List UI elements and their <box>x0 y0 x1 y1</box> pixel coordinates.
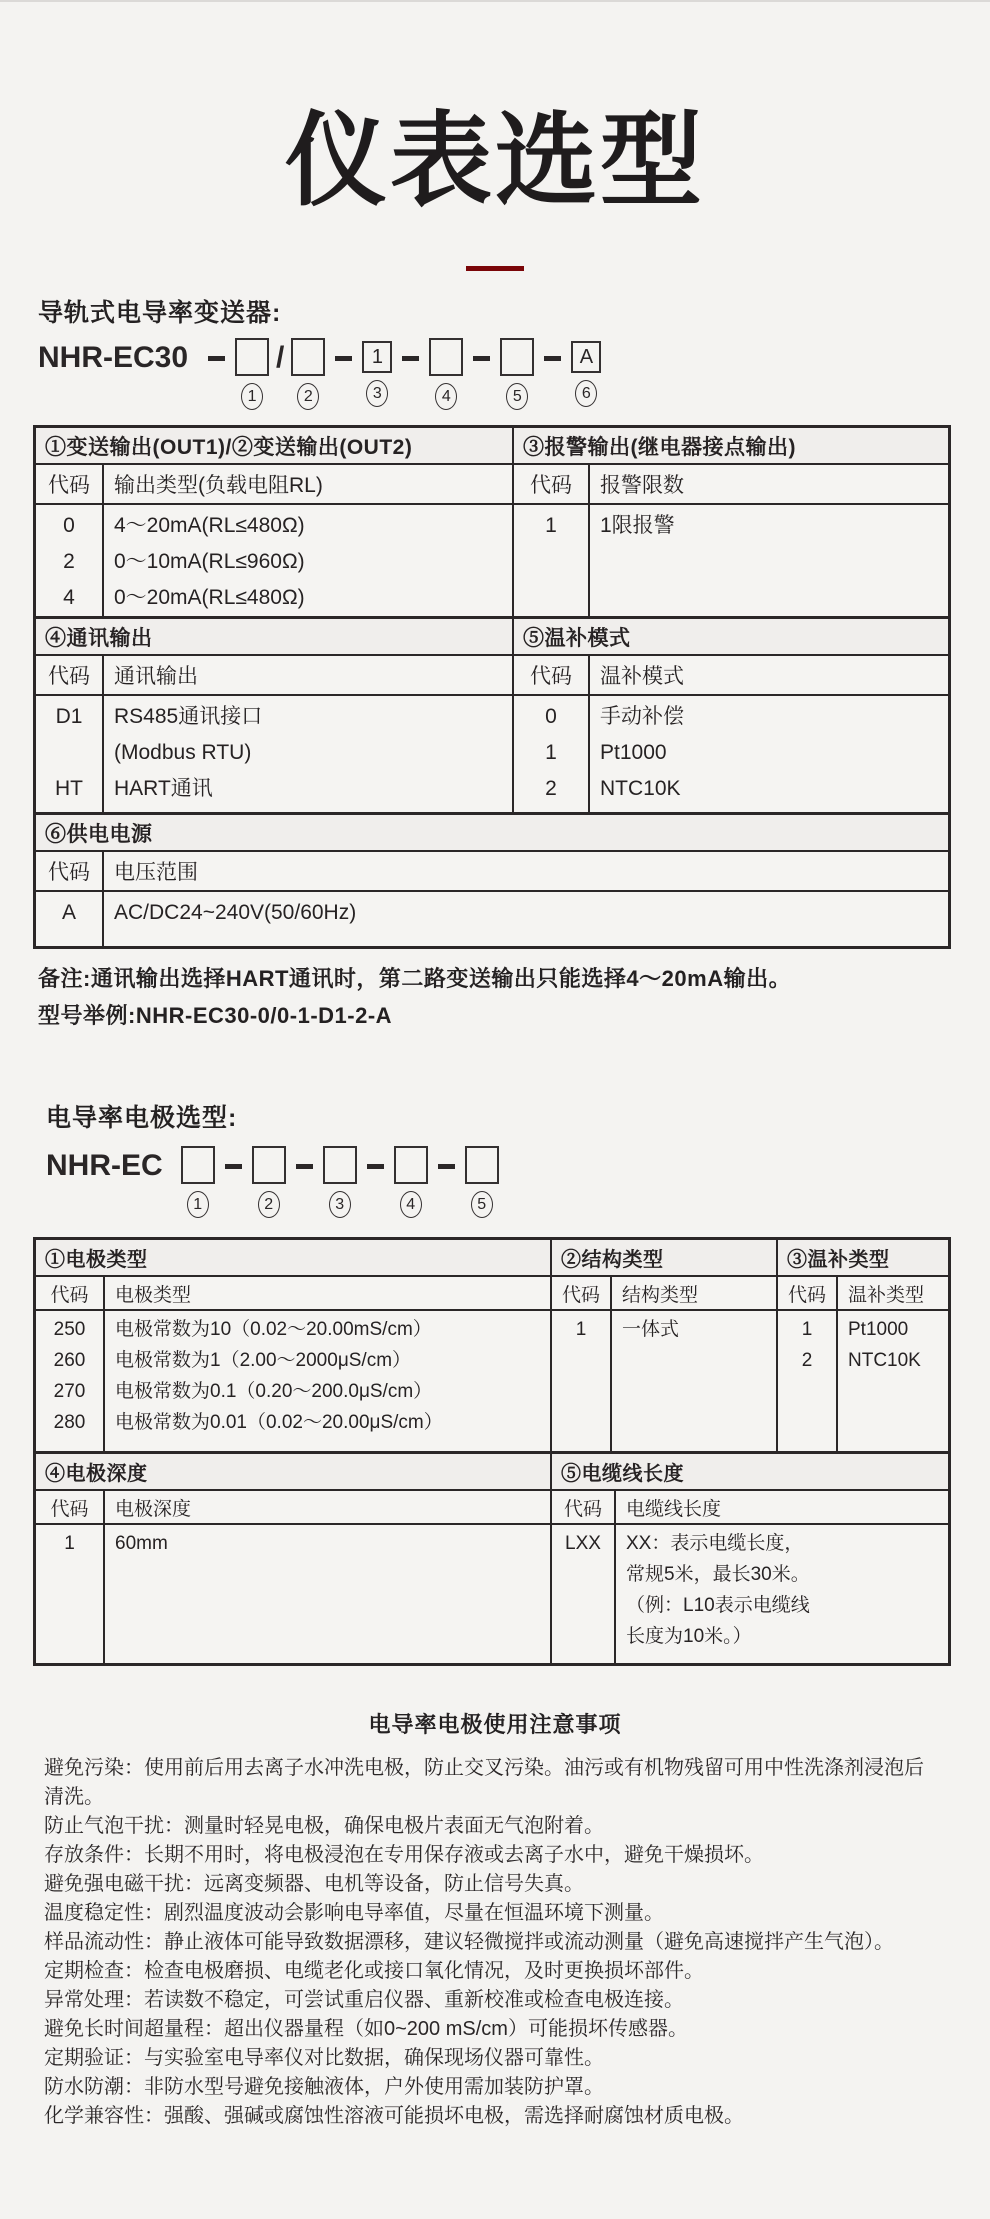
value-column-header: 电极类型 <box>115 1284 192 1306</box>
model-slot-1 <box>235 338 269 410</box>
code-cells <box>36 505 104 616</box>
precaution-item: 化学兼容性：强酸、强碱或腐蚀性溶液可能损坏电极，需选择耐腐蚀材质电极。 <box>44 2105 744 2127</box>
precaution-item: 避免污染：使用前后用去离子水冲洗电极，防止交叉污染。油污或有机物残留可用中性洗涤剂浸泡后清洗。 <box>44 1757 924 1808</box>
model-slot-2 <box>252 1146 286 1218</box>
value-column-header: 输出类型(负载电阻RL) <box>114 474 323 497</box>
model-slot-3 <box>323 1146 357 1218</box>
value-column-header: 温补模式 <box>600 665 684 688</box>
model-slot-2 <box>291 338 325 410</box>
column-headers <box>36 465 512 505</box>
model-slot-4 <box>429 338 463 410</box>
value-column-header: 电缆线长度 <box>626 1498 722 1520</box>
precautions-list <box>44 1754 928 2131</box>
transmitter-selection-table <box>33 425 951 949</box>
value-cell: （例：L10表示电缆线 <box>626 1595 810 1616</box>
slot-number-badge: 2 <box>258 1191 280 1218</box>
value-cell: 4～20mA(RL≤480Ω) <box>114 514 305 537</box>
model-slot-box: 1 <box>362 341 392 373</box>
precaution-item: 避免长时间超量程：超出仪器量程（如0~200 mS/cm）可能损坏传感器。 <box>44 2018 688 2040</box>
code-cells <box>552 1311 612 1451</box>
code-column-header: 代码 <box>552 1491 616 1523</box>
precaution-item: 避免强电磁干扰：远离变频器、电机等设备，防止信号失真。 <box>44 1873 584 1895</box>
code-cells <box>514 505 590 616</box>
code-cell: 2 <box>801 1350 813 1371</box>
dash-separator <box>438 1164 455 1169</box>
section-header: ⑤温补模式 <box>514 619 948 656</box>
value-cell: 电极常数为10（0.02～20.00mS/cm） <box>115 1319 432 1340</box>
code-cell: 1 <box>575 1319 587 1340</box>
dash-separator <box>367 1164 384 1169</box>
table-row-power <box>36 812 948 946</box>
value-cells <box>104 505 512 616</box>
value-cell: AC/DC24~240V(50/60Hz) <box>114 901 357 924</box>
electrode-heading: 电导率电极选型: <box>46 1104 238 1132</box>
model-slot-box <box>291 338 325 376</box>
value-cell: 0～10mA(RL≤960Ω) <box>114 550 305 573</box>
value-cell: Pt1000 <box>600 741 667 764</box>
slot-number-badge: 2 <box>297 383 319 410</box>
code-cell: 0 <box>63 514 75 537</box>
slot-number-badge: 3 <box>366 380 388 407</box>
section-body <box>36 696 512 812</box>
column-headers <box>36 656 512 696</box>
section-body <box>552 1311 776 1451</box>
section-electrode-type <box>36 1240 550 1451</box>
value-column-header: 电压范围 <box>114 861 198 884</box>
precaution-item: 样品流动性：静止液体可能导致数据漂移，建议轻微搅拌或流动测量（避免高速搅拌产生气泡）。 <box>44 1931 894 1953</box>
column-headers <box>36 1277 550 1311</box>
model-slot-box <box>500 338 534 376</box>
value-cell: NTC10K <box>848 1350 921 1371</box>
model-example-line: 型号举例:NHR-EC30-0/0-1-D1-2-A <box>38 1003 393 1028</box>
slot-number-badge: 1 <box>187 1191 209 1218</box>
precaution-item: 定期检查：检查电极磨损、电缆老化或接口氧化情况，及时更换损坏部件。 <box>44 1960 704 1982</box>
value-cells <box>590 505 948 616</box>
code-cell: HT <box>55 777 83 800</box>
model-prefix: NHR-EC <box>46 1149 163 1182</box>
model-slot-3 <box>362 338 392 407</box>
dash-separator <box>208 356 225 361</box>
section-body <box>36 505 512 616</box>
value-cell: 电极常数为0.1（0.20～200.0μS/cm） <box>115 1381 433 1402</box>
value-cell: RS485通讯接口 <box>114 705 263 728</box>
model-prefix: NHR-EC30 <box>38 341 189 374</box>
code-cell: 1 <box>545 514 557 537</box>
section-header: ⑤电缆线长度 <box>552 1454 948 1491</box>
value-cell: 电极常数为0.01（0.02～20.00μS/cm） <box>115 1412 443 1433</box>
value-cells <box>612 1311 776 1451</box>
value-cells <box>104 892 948 946</box>
section-alarm-output <box>512 428 948 616</box>
dash-separator <box>296 1164 313 1169</box>
code-column-header: 代码 <box>778 1277 838 1309</box>
code-cell: 270 <box>53 1381 86 1402</box>
code-column-header: 代码 <box>36 465 104 503</box>
remark-block <box>38 960 791 1034</box>
section-temp-comp-type <box>776 1240 948 1451</box>
model-slot-box <box>394 1146 428 1184</box>
value-cell: NTC10K <box>600 777 681 800</box>
transmitter-heading: 导轨式电导率变送器: <box>38 299 282 327</box>
top-divider <box>0 0 990 2</box>
section-electrode-depth <box>36 1454 550 1663</box>
section-header: ①变送输出(OUT1)/②变送输出(OUT2) <box>36 428 512 465</box>
section-body <box>778 1311 948 1451</box>
model-slot-box <box>181 1146 215 1184</box>
code-cells <box>778 1311 838 1451</box>
dash-separator <box>473 356 490 361</box>
code-cell: D1 <box>55 705 83 728</box>
slot-number-badge: 1 <box>241 383 263 410</box>
table-row-electrode-bottom <box>36 1451 948 1663</box>
column-headers <box>36 1491 550 1525</box>
value-cell: 60mm <box>115 1533 168 1554</box>
value-cells <box>616 1525 948 1663</box>
value-column-header: 电极深度 <box>115 1498 192 1520</box>
slot-number-badge: 4 <box>400 1191 422 1218</box>
model-slot-6 <box>571 338 601 407</box>
code-cells <box>552 1525 616 1663</box>
value-cell: 常规5米，最长30米。 <box>626 1564 810 1585</box>
code-cell: 260 <box>53 1350 86 1371</box>
dash-separator <box>335 356 352 361</box>
slot-number-badge: 3 <box>329 1191 351 1218</box>
code-cell: 1 <box>545 741 557 764</box>
precaution-item: 防止气泡干扰：测量时轻晃电极，确保电极片表面无气泡附着。 <box>44 1815 604 1837</box>
section-body <box>36 1311 550 1451</box>
column-headers <box>552 1491 948 1525</box>
electrode-selection-table <box>33 1237 951 1666</box>
value-cell: XX：表示电缆长度， <box>626 1533 804 1554</box>
code-cell: 250 <box>53 1319 86 1340</box>
value-cells <box>838 1311 948 1451</box>
precaution-item: 异常处理：若读数不稳定，可尝试重启仪器、重新校准或检查电极连接。 <box>44 1989 684 2011</box>
section-body <box>36 892 948 946</box>
value-cell: HART通讯 <box>114 777 213 800</box>
value-cell: 电极常数为1（2.00～2000μS/cm） <box>115 1350 412 1371</box>
dash-separator <box>225 1164 242 1169</box>
column-headers <box>514 656 948 696</box>
title-underline <box>466 266 524 271</box>
model-slot-box <box>323 1146 357 1184</box>
section-header: ⑥供电电源 <box>36 815 948 852</box>
code-column-header: 代码 <box>36 1491 105 1523</box>
section-header: ④通讯输出 <box>36 619 512 656</box>
code-cell: 2 <box>545 777 557 800</box>
value-cells <box>104 696 512 812</box>
section-header: ①电极类型 <box>36 1240 550 1277</box>
section-body <box>514 505 948 616</box>
table-row-electrode-top <box>36 1240 948 1451</box>
model-slot-box <box>465 1146 499 1184</box>
slot-number-badge: 5 <box>506 383 528 410</box>
precautions-title: 电导率电极使用注意事项 <box>368 1712 622 1737</box>
page-title: 仪表选型 <box>285 104 705 218</box>
section-header: ③温补类型 <box>778 1240 948 1277</box>
code-cells <box>36 1311 105 1451</box>
code-column-header: 代码 <box>514 656 590 694</box>
section-header: ③报警输出(继电器接点输出) <box>514 428 948 465</box>
precaution-item: 温度稳定性：剧烈温度波动会影响电导率值，尽量在恒温环境下测量。 <box>44 1902 664 1924</box>
section-transmit-output <box>36 428 512 616</box>
code-column-header: 代码 <box>36 656 104 694</box>
table-row-comm-temp <box>36 616 948 812</box>
precaution-item: 防水防潮：非防水型号避免接触液体，户外使用需加装防护罩。 <box>44 2076 604 2098</box>
table-row-outputs <box>36 428 948 616</box>
value-column-header: 温补类型 <box>848 1284 925 1306</box>
code-cells <box>36 1525 105 1663</box>
section-temp-comp-mode <box>512 619 948 812</box>
model-slot-4 <box>394 1146 428 1218</box>
slash-separator: / <box>276 341 285 374</box>
value-cells <box>590 696 948 812</box>
model-slot-box <box>429 338 463 376</box>
column-headers <box>778 1277 948 1311</box>
code-cell: 1 <box>801 1319 813 1340</box>
value-column-header: 报警限数 <box>600 474 684 497</box>
transmitter-model-code <box>38 338 601 410</box>
value-cell: (Modbus RTU) <box>114 741 252 764</box>
section-cable-length <box>550 1454 948 1663</box>
code-cell: 2 <box>63 550 75 573</box>
section-body <box>36 1525 550 1663</box>
code-cells <box>514 696 590 812</box>
value-cell: 0～20mA(RL≤480Ω) <box>114 586 305 609</box>
code-cell: 4 <box>63 586 75 609</box>
model-slot-box <box>252 1146 286 1184</box>
value-column-header: 结构类型 <box>622 1284 699 1306</box>
code-column-header: 代码 <box>514 465 590 503</box>
code-cell: 1 <box>64 1533 75 1554</box>
section-body <box>514 696 948 812</box>
slot-number-badge: 6 <box>575 380 597 407</box>
model-slot-box: A <box>571 341 601 373</box>
code-cell: 0 <box>545 705 557 728</box>
value-cell: 1限报警 <box>600 514 675 537</box>
section-structure-type <box>550 1240 776 1451</box>
code-cells <box>36 696 104 812</box>
precaution-item: 存放条件：长期不用时，将电极浸泡在专用保存液或去离子水中，避免干燥损坏。 <box>44 1844 764 1866</box>
section-comm-output <box>36 619 512 812</box>
dash-separator <box>544 356 561 361</box>
value-cell: Pt1000 <box>848 1319 909 1340</box>
model-slot-5 <box>465 1146 499 1218</box>
value-cell: 长度为10米。） <box>626 1626 752 1647</box>
code-cells <box>36 892 104 946</box>
slot-number-badge: 5 <box>471 1191 493 1218</box>
electrode-model-code <box>46 1146 499 1218</box>
column-headers <box>36 852 948 892</box>
model-slot-box <box>235 338 269 376</box>
section-header: ④电极深度 <box>36 1454 550 1491</box>
remark-line: 备注:通讯输出选择HART通讯时，第二路变送输出只能选择4～20mA输出。 <box>38 966 792 991</box>
code-cell: A <box>61 901 76 924</box>
dash-separator <box>402 356 419 361</box>
model-slot-1 <box>181 1146 215 1218</box>
value-cells <box>105 1525 550 1663</box>
code-cell: 280 <box>53 1412 86 1433</box>
section-power-supply <box>36 815 948 946</box>
value-column-header: 通讯输出 <box>114 665 198 688</box>
precaution-item: 定期验证：与实验室电导率仪对比数据，确保现场仪器可靠性。 <box>44 2047 604 2069</box>
value-cell: 手动补偿 <box>600 705 684 728</box>
code-cell: LXX <box>565 1533 601 1554</box>
section-header: ②结构类型 <box>552 1240 776 1277</box>
section-body <box>552 1525 948 1663</box>
column-headers <box>552 1277 776 1311</box>
code-column-header: 代码 <box>552 1277 612 1309</box>
column-headers <box>514 465 948 505</box>
code-column-header: 代码 <box>36 852 104 890</box>
slot-number-badge: 4 <box>435 383 457 410</box>
value-cell: 一体式 <box>622 1319 680 1340</box>
model-slot-5 <box>500 338 534 410</box>
code-column-header: 代码 <box>36 1277 105 1309</box>
value-cells <box>105 1311 550 1451</box>
